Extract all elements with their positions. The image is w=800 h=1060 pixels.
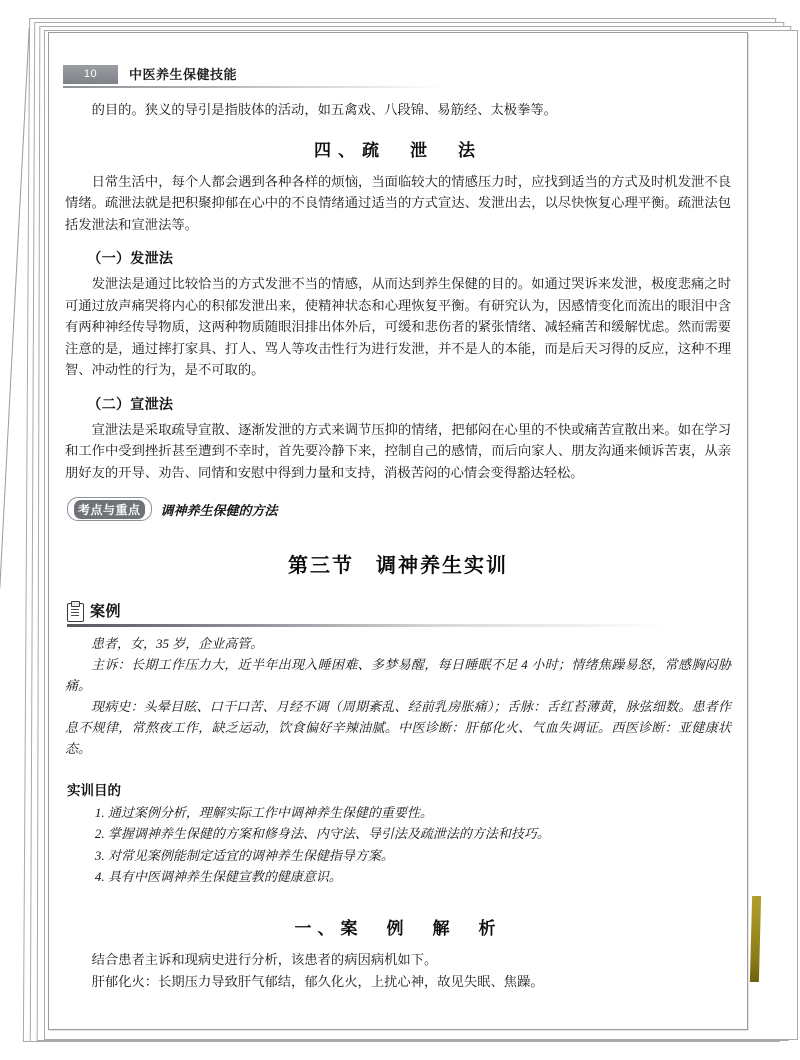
case-line-patient: 患者，女，35 岁，企业高管。	[91, 635, 264, 651]
goals-heading: 实训目的	[67, 782, 121, 798]
book-page	[48, 32, 748, 1030]
keypoint-text: 调神养生保健的方法	[160, 502, 278, 518]
intro-paragraph: 日常生活中，每个人都会遇到各种各样的烦恼，当面临较大的情感压力时，应找到适当的方式及时机发泄不良情绪。疏泄法就是把积聚抑郁在心中的不良情绪通过适当的方式宣达、发泄出去，以尽快恢复心理平衡。疏泄法包括发泄法和宣泄法等。	[65, 173, 731, 232]
running-header	[59, 65, 737, 99]
subsection-two-paragraph: 宣泄法是采取疏导宣散、逐渐发泄的方式来调节压抑的情绪，把郁闷在心里的不快或痛苦宣散出来。如在学习和工作中受到挫折甚至遭到不幸时，首先要冷静下来，控制自己的感情，而后向家人、朋友沟通来倾诉苦衷，从亲朋好友的开导、劝告、同情和安慰中得到力量和支持，消极苦闷的心情会变得豁达轻松。	[65, 421, 731, 480]
subsection-one-heading: （一）发泄法	[87, 250, 174, 266]
list-item: 4. 具有中医调神养生保健宣教的健康意识。	[94, 869, 342, 884]
case-line-history: 现病史：头晕目眩、口干口苦、月经不调（周期紊乱、经前乳房胀痛）；舌脉：舌红苔薄黄，脉弦细数。患者作息不规律，常熬夜工作，缺乏运动，饮食偏好辛辣油腻。中医诊断：肝郁化火、气血失调证。西医诊断：亚健康状态。	[65, 698, 731, 756]
subsection-two-heading: （二）宣泄法	[87, 395, 174, 412]
analysis-heading: 一、案 例 解 析	[294, 918, 502, 938]
keypoint-badge	[67, 497, 152, 521]
keypoint-callout	[67, 497, 731, 521]
case-line-complaint: 主诉：长期工作压力大，近半年出现入睡困难、多梦易醒，每日睡眠不足 4 小时；情绪焦躁易怒，常感胸闷胁痛。	[65, 656, 731, 693]
page-number: 10	[63, 65, 118, 84]
case-heading-row	[67, 600, 731, 621]
goals-list	[65, 802, 731, 888]
page-body	[59, 99, 737, 993]
case-heading: 案例	[90, 603, 122, 620]
analysis-line-2: 肝郁化火：长期压力导致肝气郁结，郁久化火，上扰心神，故见失眠、焦躁。	[91, 973, 544, 989]
analysis-line-1: 结合患者主诉和现病史进行分析，该患者的病因病机如下。	[91, 951, 438, 967]
header-divider	[63, 86, 443, 88]
list-item: 2. 掌握调神养生保健的方案和修身法、内守法、导引法及疏泄法的方法和技巧。	[94, 826, 550, 841]
book-title: 中医养生保健技能	[129, 67, 238, 82]
list-item: 3. 对常见案例能制定适宜的调神养生保健指导方案。	[94, 847, 394, 863]
continued-paragraph: 的目的。狭义的导引是指肢体的活动，如五禽戏、八段锦、易筋经、太极拳等。	[91, 102, 557, 117]
keypoint-badge-label: 考点与重点	[74, 500, 145, 519]
section-title: 第三节 调神养生实训	[288, 555, 508, 577]
heading-four: 四、疏 泄 法	[314, 140, 482, 160]
clipboard-icon	[67, 601, 82, 620]
subsection-one-paragraph: 发泄法是通过比较恰当的方式发泄不当的情感，从而达到养生保健的目的。如通过哭诉来发泄，极度悲痛之时可通过放声痛哭将内心的积郁发泄出来，使精神状态和心理恢复平衡。有研究认为，因感情变化而流出的眼泪中含有两种神经传导物质，这两种物质随眼泪排出体外后，可缓和悲伤者的紧张情绪、减轻痛苦和缓解忧虑。然而需要注意的是，通过摔打家具、打人、骂人等攻击性行为进行发泄，并不是人的本能，而是后天习得的反应，这种不理智、冲动性的行为，是不可取的。	[65, 276, 731, 377]
case-divider	[67, 624, 667, 627]
list-item: 1. 通过案例分析，理解实际工作中调神养生保健的重要性。	[94, 804, 433, 820]
